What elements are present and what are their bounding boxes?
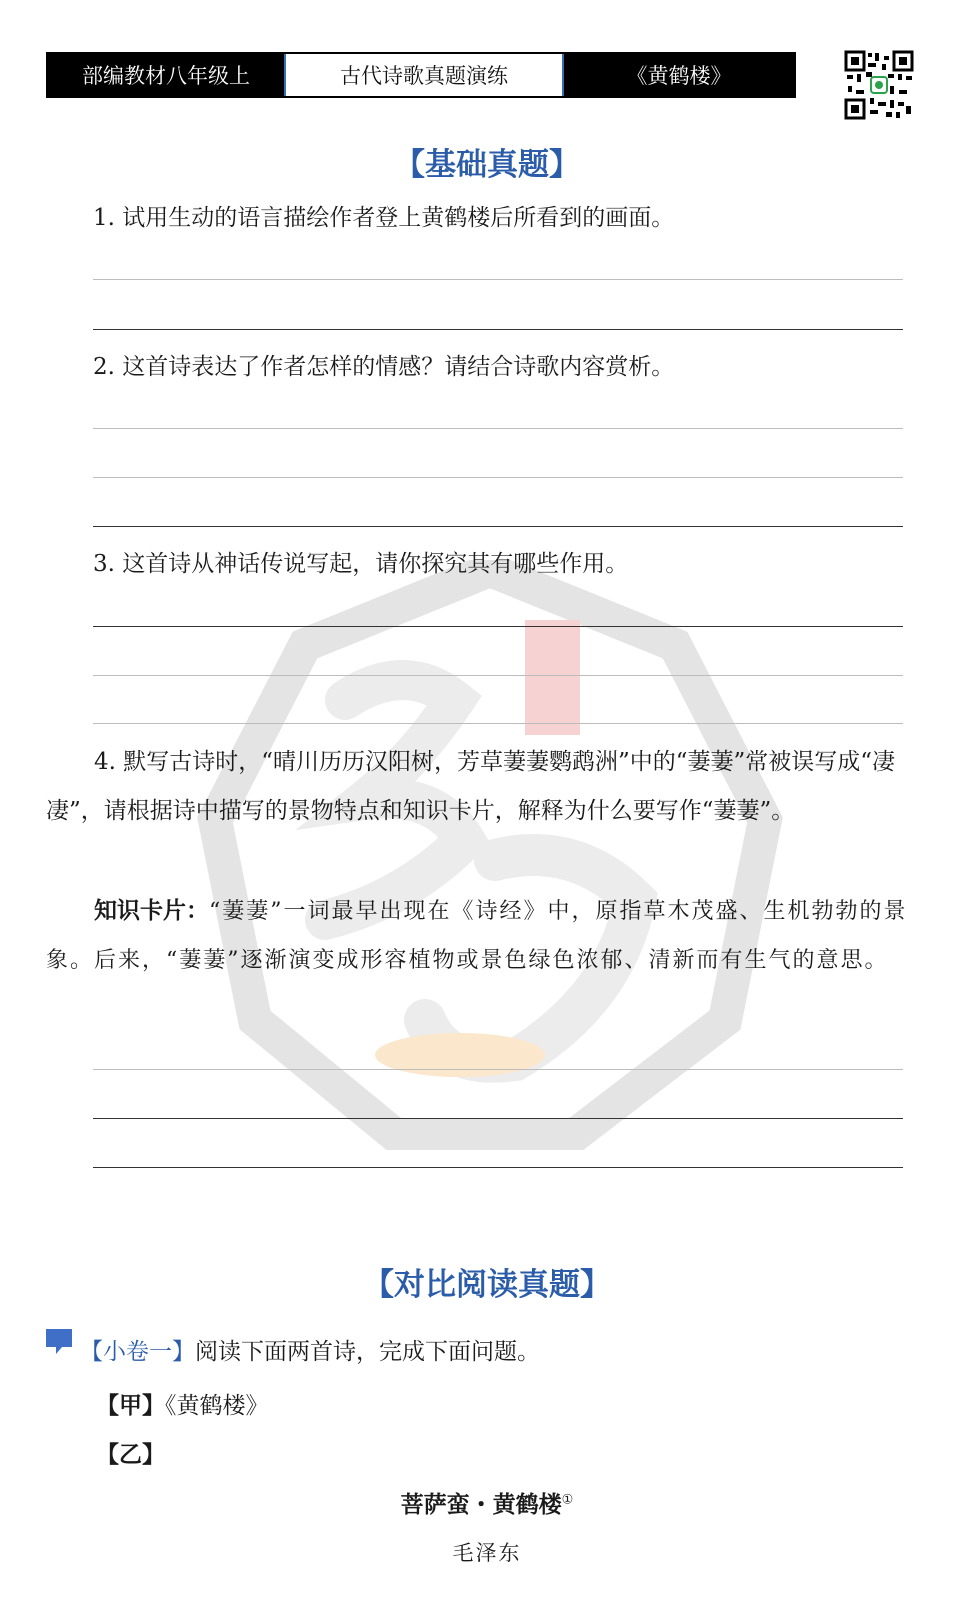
header-bar — [46, 52, 796, 98]
header-poem: 《黄鹤楼》 — [564, 54, 794, 96]
jia-title: 《黄鹤楼》 — [165, 1393, 269, 1419]
knowledge-card-text: “萋萋”一词最早出现在《诗经》中，原指草木茂盛、生机勃勃的景象。后来，“萋萋”逐渐演变成形容植物或景色绿色浓郁、清新而有生气的意思。 — [46, 899, 908, 973]
poem-jia — [96, 1387, 269, 1420]
answer-line[interactable] — [93, 723, 903, 724]
poem-title-text: 菩萨蛮・黄鹤楼 — [400, 1491, 562, 1518]
poem-author: 毛泽东 — [452, 1541, 522, 1565]
question-1: 1. 试用生动的语言描绘作者登上黄鹤楼后所看到的画面。 — [93, 205, 675, 231]
jia-label: 【甲】 — [96, 1392, 165, 1419]
compare-section-title: 【对比阅读真题】 — [363, 1267, 611, 1303]
knowledge-card-label: 知识卡片： — [94, 897, 209, 924]
answer-line[interactable] — [93, 1118, 903, 1119]
paper-instruction: 阅读下面两首诗，完成下面问题。 — [195, 1339, 540, 1365]
basic-section-title: 【基础真题】 — [394, 147, 580, 183]
paper-one-heading — [80, 1333, 540, 1366]
answer-line[interactable] — [93, 526, 903, 527]
knowledge-card — [46, 886, 922, 985]
answer-line[interactable] — [93, 1167, 903, 1168]
question-4: 4. 默写古诗时，“晴川历历汉阳树，芳草萋萋鹦鹉洲”中的“萋萋”常被误写成“凄凄”，请根据诗中描写的景物特点和知识卡片，解释为什么要写作“萋萋”。 — [46, 749, 896, 824]
question-3: 3. 这首诗从神话传说写起，请你探究其有哪些作用。 — [93, 551, 629, 577]
seal-watermark-icon — [195, 560, 785, 1150]
paper-label: 【小卷一】 — [80, 1339, 195, 1365]
answer-line[interactable] — [93, 428, 903, 429]
answer-line[interactable] — [93, 1069, 903, 1070]
yi-label: 【乙】 — [96, 1441, 165, 1468]
bookmark-flag-icon — [44, 1326, 74, 1356]
header-grade: 部编教材八年级上 — [48, 54, 284, 96]
answer-line[interactable] — [93, 626, 903, 627]
answer-line[interactable] — [93, 675, 903, 676]
answer-line[interactable] — [93, 477, 903, 478]
qr-code-icon[interactable] — [844, 50, 914, 120]
answer-line[interactable] — [93, 279, 903, 280]
poem-title — [0, 1486, 974, 1519]
header-section: 古代诗歌真题演练 — [284, 54, 564, 96]
poem-footnote-marker: ① — [561, 1492, 574, 1508]
answer-line[interactable] — [93, 329, 903, 330]
question-2: 2. 这首诗表达了作者怎样的情感？请结合诗歌内容赏析。 — [93, 354, 675, 380]
